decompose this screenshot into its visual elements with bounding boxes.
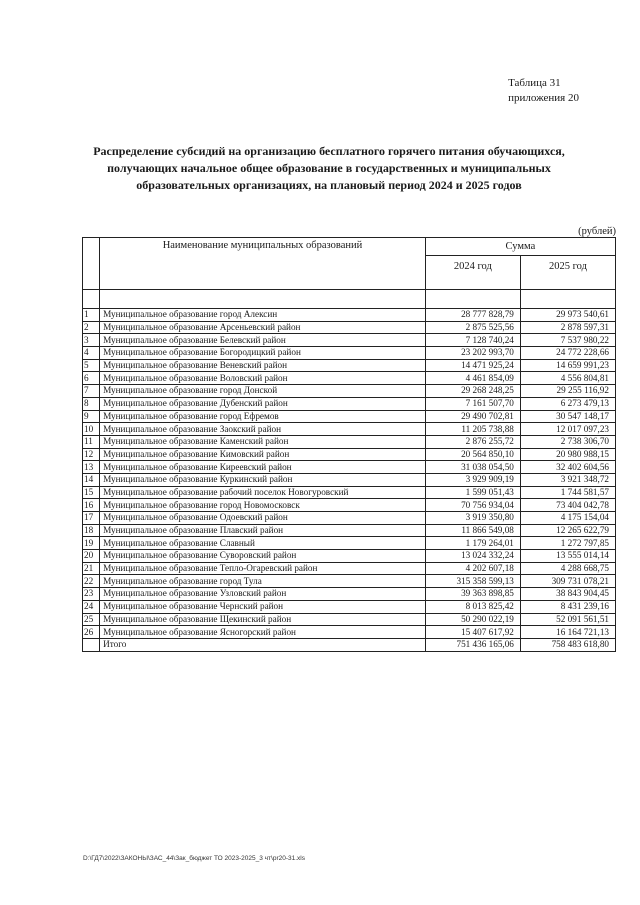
row-sum-2024: 1 179 264,01 (425, 537, 520, 550)
row-number: 18 (83, 524, 100, 537)
row-sum-2024: 4 461 854,09 (425, 372, 520, 385)
row-municipality: Муниципальное образование Кимовский район (100, 448, 426, 461)
row-number: 1 (83, 309, 100, 322)
title-line-3: образовательных организациях, на плановый период 2024 и 2025 годов (136, 178, 522, 192)
row-sum-2024: 2 875 525,56 (425, 321, 520, 334)
table-row (83, 486, 616, 499)
row-sum-2025: 13 555 014,14 (520, 550, 615, 563)
row-number: 3 (83, 334, 100, 347)
header-name: Наименование муниципальных образований (100, 238, 426, 290)
row-municipality: Муниципальное образование Одоевский район (100, 512, 426, 525)
table-row (83, 613, 616, 626)
table-row (83, 334, 616, 347)
title-line-1: Распределение субсидий на организацию бесплатного горячего питания обучающихся, (93, 144, 565, 158)
row-municipality: Муниципальное образование Суворовский район (100, 550, 426, 563)
table-row (83, 347, 616, 360)
total-row (83, 638, 616, 651)
row-sum-2024: 4 202 607,18 (425, 562, 520, 575)
total-2024: 751 436 165,06 (425, 638, 520, 651)
row-sum-2024: 14 471 925,24 (425, 359, 520, 372)
table-row (83, 626, 616, 639)
row-municipality: Муниципальное образование Чернский район (100, 600, 426, 613)
annex-reference (508, 76, 579, 106)
row-number: 8 (83, 397, 100, 410)
row-municipality: Муниципальное образование Плавский район (100, 524, 426, 537)
row-number: 24 (83, 600, 100, 613)
row-municipality: Муниципальное образование Арсеньевский район (100, 321, 426, 334)
row-sum-2025: 29 255 116,92 (520, 385, 615, 398)
table-row (83, 435, 616, 448)
row-number: 12 (83, 448, 100, 461)
table-row (83, 600, 616, 613)
row-sum-2025: 4 175 154,04 (520, 512, 615, 525)
row-sum-2024: 7 161 507,70 (425, 397, 520, 410)
row-sum-2024: 3 929 909,19 (425, 473, 520, 486)
row-number: 13 (83, 461, 100, 474)
row-number: 26 (83, 626, 100, 639)
row-municipality: Муниципальное образование город Ефремов (100, 410, 426, 423)
row-number: 16 (83, 499, 100, 512)
row-sum-2024: 1 599 051,43 (425, 486, 520, 499)
row-sum-2024: 70 756 934,04 (425, 499, 520, 512)
table-row (83, 524, 616, 537)
row-sum-2025: 12 017 097,23 (520, 423, 615, 436)
total-label: Итого (100, 638, 426, 651)
row-sum-2024: 31 038 054,50 (425, 461, 520, 474)
row-sum-2025: 24 772 228,66 (520, 347, 615, 360)
row-municipality: Муниципальное образование Веневский район (100, 359, 426, 372)
row-sum-2025: 2 878 597,31 (520, 321, 615, 334)
table-row (83, 309, 616, 322)
row-municipality: Муниципальное образование Воловский район (100, 372, 426, 385)
row-sum-2024: 20 564 850,10 (425, 448, 520, 461)
annex-table-number: Таблица 31 (508, 77, 561, 89)
row-municipality: Муниципальное образование город Донской (100, 385, 426, 398)
row-sum-2024: 23 202 993,70 (425, 347, 520, 360)
row-sum-2025: 8 431 239,16 (520, 600, 615, 613)
row-number: 2 (83, 321, 100, 334)
total-2025: 758 483 618,80 (520, 638, 615, 651)
row-municipality: Муниципальное образование рабочий поселок Новогуровский (100, 486, 426, 499)
row-sum-2025: 1 272 797,85 (520, 537, 615, 550)
row-sum-2025: 29 973 540,61 (520, 309, 615, 322)
row-sum-2024: 50 290 022,19 (425, 613, 520, 626)
subsidy-table (82, 237, 616, 652)
row-sum-2025: 20 980 988,15 (520, 448, 615, 461)
row-number: 19 (83, 537, 100, 550)
header-year-2025: 2025 год (520, 256, 615, 290)
table-row (83, 397, 616, 410)
row-municipality: Муниципальное образование Узловский район (100, 588, 426, 601)
row-sum-2025: 4 556 804,81 (520, 372, 615, 385)
row-sum-2025: 16 164 721,13 (520, 626, 615, 639)
table-row (83, 423, 616, 436)
header-sum: Сумма (425, 238, 615, 256)
row-sum-2024: 39 363 898,85 (425, 588, 520, 601)
currency-unit: (рублей) (578, 226, 616, 237)
row-number: 17 (83, 512, 100, 525)
row-number: 6 (83, 372, 100, 385)
row-municipality: Муниципальное образование Куркинский район (100, 473, 426, 486)
row-number: 20 (83, 550, 100, 563)
row-sum-2025: 2 738 306,70 (520, 435, 615, 448)
row-municipality: Муниципальное образование Заокский район (100, 423, 426, 436)
row-sum-2025: 4 288 668,75 (520, 562, 615, 575)
row-sum-2024: 2 876 255,72 (425, 435, 520, 448)
row-number: 14 (83, 473, 100, 486)
row-municipality: Муниципальное образование город Тула (100, 575, 426, 588)
row-sum-2025: 38 843 904,45 (520, 588, 615, 601)
document-title (60, 143, 598, 194)
row-number: 21 (83, 562, 100, 575)
row-sum-2024: 315 358 599,13 (425, 575, 520, 588)
header-number-cell (83, 238, 100, 290)
row-sum-2024: 7 128 740,24 (425, 334, 520, 347)
row-municipality: Муниципальное образование город Новомосковск (100, 499, 426, 512)
table-row (83, 550, 616, 563)
row-number: 22 (83, 575, 100, 588)
row-sum-2025: 73 404 042,78 (520, 499, 615, 512)
row-sum-2024: 11 866 549,08 (425, 524, 520, 537)
row-sum-2025: 52 091 561,51 (520, 613, 615, 626)
table-row (83, 537, 616, 550)
row-municipality: Муниципальное образование Щекинский район (100, 613, 426, 626)
row-municipality: Муниципальное образование Дубенский район (100, 397, 426, 410)
row-number: 15 (83, 486, 100, 499)
header-year-2024: 2024 год (425, 256, 520, 290)
table-row (83, 448, 616, 461)
row-sum-2025: 14 659 991,23 (520, 359, 615, 372)
row-sum-2025: 7 537 980,22 (520, 334, 615, 347)
annex-appendix-number: приложения 20 (508, 92, 579, 104)
row-sum-2024: 13 024 332,24 (425, 550, 520, 563)
row-municipality: Муниципальное образование Киреевский район (100, 461, 426, 474)
table-row (83, 385, 616, 398)
row-number: 9 (83, 410, 100, 423)
table-row (83, 461, 616, 474)
row-sum-2025: 32 402 604,56 (520, 461, 615, 474)
table-row (83, 321, 616, 334)
table-row (83, 473, 616, 486)
row-sum-2024: 29 268 248,25 (425, 385, 520, 398)
row-sum-2024: 15 407 617,92 (425, 626, 520, 639)
row-sum-2025: 309 731 078,21 (520, 575, 615, 588)
table-row (83, 372, 616, 385)
row-sum-2024: 3 919 350,80 (425, 512, 520, 525)
row-sum-2025: 3 921 348,72 (520, 473, 615, 486)
row-municipality: Муниципальное образование Тепло-Огаревский район (100, 562, 426, 575)
row-sum-2024: 11 205 738,88 (425, 423, 520, 436)
row-number: 7 (83, 385, 100, 398)
row-sum-2025: 1 744 581,57 (520, 486, 615, 499)
row-number: 10 (83, 423, 100, 436)
row-number: 25 (83, 613, 100, 626)
table-row (83, 588, 616, 601)
row-number: 4 (83, 347, 100, 360)
table-row (83, 562, 616, 575)
row-sum-2025: 30 547 148,17 (520, 410, 615, 423)
title-line-2: получающих начальное общее образование в государственных и муниципальных (107, 161, 551, 175)
row-sum-2025: 6 273 479,13 (520, 397, 615, 410)
row-municipality: Муниципальное образование Каменский район (100, 435, 426, 448)
row-municipality: Муниципальное образование город Алексин (100, 309, 426, 322)
row-municipality: Муниципальное образование Богородицкий район (100, 347, 426, 360)
table-row (83, 575, 616, 588)
row-number: 23 (83, 588, 100, 601)
row-number: 5 (83, 359, 100, 372)
table-row (83, 410, 616, 423)
row-sum-2024: 28 777 828,79 (425, 309, 520, 322)
file-path-footer: D:\ГД7\2022\ЗАКОНЫ\ЗАС_44\Зак_бюджет ТО 2023-2025_3 чт\pr20-31.xls (83, 855, 305, 862)
table-row (83, 499, 616, 512)
row-municipality: Муниципальное образование Белевский район (100, 334, 426, 347)
row-municipality: Муниципальное образование Ясногорский район (100, 626, 426, 639)
row-number: 11 (83, 435, 100, 448)
row-sum-2025: 12 265 622,79 (520, 524, 615, 537)
table-row (83, 359, 616, 372)
row-municipality: Муниципальное образование Славный (100, 537, 426, 550)
row-sum-2024: 8 013 825,42 (425, 600, 520, 613)
table-row (83, 512, 616, 525)
row-sum-2024: 29 490 702,81 (425, 410, 520, 423)
